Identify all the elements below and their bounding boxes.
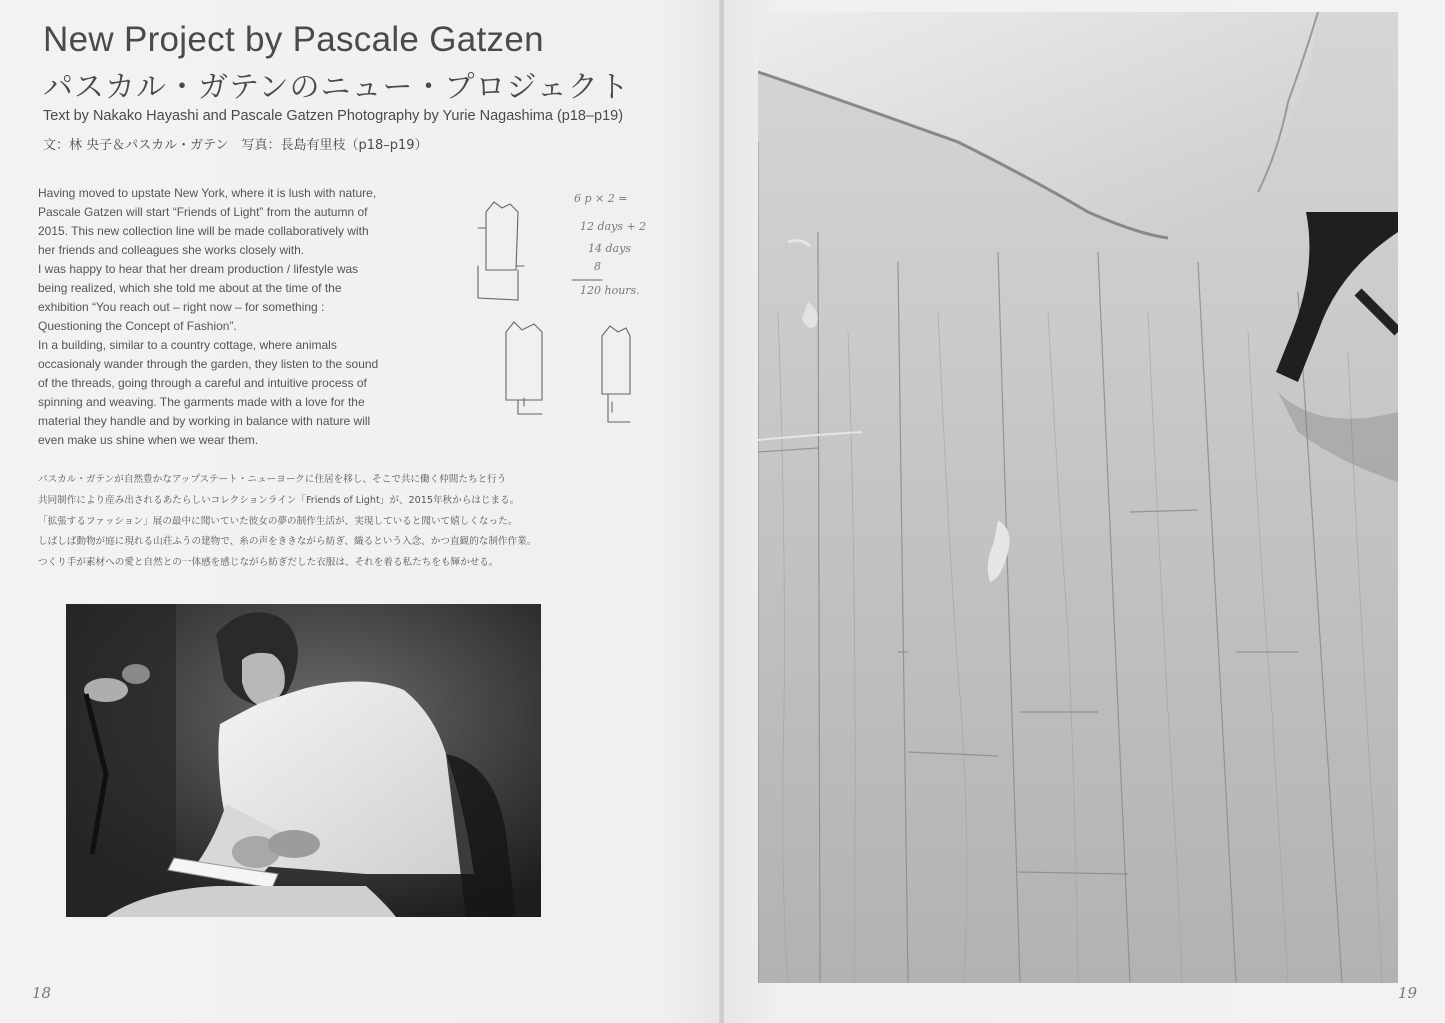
- body-ja-line: しばしば動物が庭に現れる山荘ふうの建物で、糸の声をききながら紡ぎ、織るという入念、かつ直観的な制作作業。: [38, 536, 537, 548]
- body-en-line: In a building, similar to a country cottage, where animals: [38, 338, 337, 352]
- body-en-line: occasionaly wander through the garden, they listen to the sound: [38, 357, 379, 371]
- body-en-line: Having moved to upstate New York, where it is lush with nature,: [38, 186, 377, 200]
- body-en-line: I was happy to hear that her dream production / lifestyle was: [38, 262, 359, 276]
- sketch-note: 6 p × 2 =: [574, 192, 628, 205]
- body-en-line: material they handle and by working in balance with nature will: [38, 414, 371, 428]
- body-ja-line: 共同制作により産み出されるあたらしいコレクションライン「Friends of Light」が、2015年秋からはじまる。: [38, 494, 520, 506]
- body-en-line: her friends and colleagues she works closely with.: [38, 243, 305, 257]
- floor-photo: [758, 12, 1398, 983]
- title-japanese: パスカル・ガテンのニュー・プロジェクト: [43, 70, 630, 105]
- body-en-line: spinning and weaving. The garments made with a love for the: [38, 395, 365, 409]
- body-en-line: of the threads, going through a careful and intuitive process of: [38, 376, 367, 390]
- body-text-japanese: [38, 470, 638, 574]
- body-en-line: even make us shine when we wear them.: [38, 433, 259, 447]
- credit-japanese: 文：林 央子＆パスカル・ガテン 写真：長島有里枝（p18–p19）: [43, 138, 428, 153]
- sketch-note: 8: [594, 260, 601, 273]
- body-text-english: [38, 184, 428, 450]
- page-number-right: 19: [1398, 984, 1418, 1002]
- body-en-line: 2015. This new collection line will be made collaboratively with: [38, 224, 369, 238]
- credit-english: Text by Nakako Hayashi and Pascale Gatzen Photography by Yurie Nagashima (p18–p19): [43, 108, 624, 124]
- sketch-note: 14 days: [588, 242, 631, 255]
- sketch-note: 12 days + 2: [580, 220, 647, 233]
- pattern-sketch: [462, 182, 672, 432]
- sketch-note: 120 hours.: [580, 284, 640, 297]
- body-ja-line: 「拡張するファッション」展の最中に聞いていた彼女の夢の制作生活が、実現していると聞いて嬉しくなった。: [38, 515, 518, 527]
- body-en-line: being realized, which she told me about at the time of the: [38, 281, 342, 295]
- body-en-line: exhibition “You reach out – right now – for something :: [38, 300, 325, 314]
- body-ja-line: パスカル・ガテンが自然豊かなアップステート・ニューヨークに住居を移し、そこで共に働く仲間たちと行う: [38, 474, 507, 485]
- page-number-left: 18: [32, 984, 52, 1002]
- portrait-photo: [66, 604, 541, 917]
- body-ja-line: つくり手が素材への愛と自然との一体感を感じながら紡ぎだした衣服は、それを着る私たちをも輝かせる。: [38, 557, 499, 569]
- body-en-line: Pascale Gatzen will start “Friends of Light” from the autumn of: [38, 205, 368, 219]
- left-page: [0, 0, 720, 1023]
- body-en-line: Questioning the Concept of Fashion”.: [38, 319, 237, 333]
- title-english: New Project by Pascale Gatzen: [43, 20, 544, 59]
